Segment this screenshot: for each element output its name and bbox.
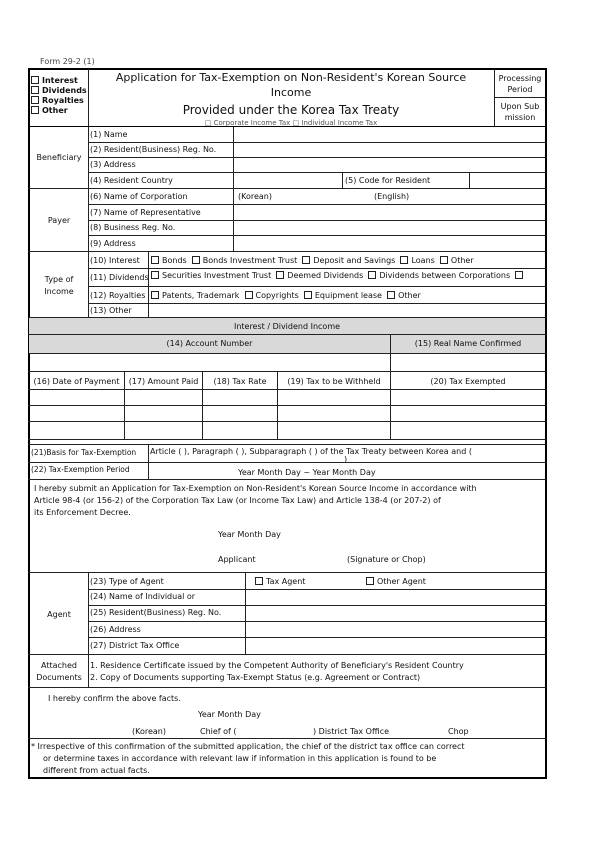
tax-type-overlap: □ Corporate Income Tax □ Individual Income Tax (204, 119, 378, 126)
business-reg-label: (8) Business Reg. No. (90, 223, 176, 232)
dividends-options (151, 271, 545, 281)
royalties-options (151, 291, 421, 301)
basis-close-paren: ) (344, 455, 348, 462)
resident-country-label: (4) Resident Country (90, 176, 173, 185)
footnote-line3: different from actual facts. (43, 766, 150, 775)
name-label: (1) Name (90, 130, 128, 139)
income-section-heading: Interest / Dividend Income (233, 322, 341, 331)
applicant-label: Applicant (218, 555, 256, 564)
declaration-line2: Article 98-4 (or 156-2) of the Corporation Tax Law (or Income Tax Law) and Article 138-4 (or 207-2) of (34, 496, 441, 505)
agent-name-label: (24) Name of Individual or (90, 592, 196, 601)
chop-label: Chop (448, 727, 469, 736)
option-loans[interactable]: Loans (400, 256, 434, 265)
corporation-name-label: (6) Name of Corporation (90, 192, 188, 201)
agent-label: Agent (47, 610, 71, 619)
checkbox-royalties[interactable] (31, 96, 87, 106)
korean-label: (Korean) (238, 192, 272, 201)
payer-address-label: (9) Address (90, 239, 136, 248)
confirm-text: I hereby confirm the above facts. (48, 694, 181, 703)
tax-exempted-header: (20) Tax Exempted (430, 377, 506, 386)
declaration-date: Year Month Day (218, 530, 281, 539)
tax-withheld-header: (19) Tax to be Withheld (287, 377, 381, 386)
option-bonds-investment-trust[interactable]: Bonds Investment Trust (192, 256, 297, 265)
address-label: (3) Address (90, 160, 136, 169)
option-deemed-dividends[interactable]: Deemed Dividends (276, 271, 363, 280)
option-copyrights[interactable]: Copyrights (245, 291, 299, 300)
district-tax-office-label: (27) District Tax Office (90, 641, 180, 650)
royalties-label: (12) Royalties (90, 291, 146, 300)
dividends-label: (11) Dividends (90, 273, 149, 282)
option-securities-investment-trust[interactable]: Securities Investment Trust (151, 271, 271, 280)
korean-label-confirm: (Korean) (132, 727, 166, 736)
representative-label: (7) Name of Representative (90, 208, 201, 217)
tax-rate-header: (18) Tax Rate (213, 377, 267, 386)
type-of-income-label: Type of (44, 275, 74, 284)
chief-of-label: Chief of ( (200, 727, 237, 736)
income-type-label: Interest (42, 76, 78, 85)
processing-period: Processing Period (498, 74, 542, 94)
income-type-label: Other (42, 106, 68, 115)
option-dividends-between-corporations[interactable]: Dividends between Corporations (368, 271, 510, 280)
agent-reg-no-label: (25) Resident(Business) Reg. No. (90, 608, 222, 617)
resident-reg-no-label: (2) Resident(Business) Reg. No. (90, 145, 217, 154)
interest-options (151, 256, 474, 266)
type-of-agent-label: (23) Type of Agent (90, 577, 164, 586)
declaration-line1: I hereby submit an Application for Tax-Exemption on Non-Resident's Korean Source Income in accordance with (34, 484, 477, 493)
option-bonds[interactable]: Bonds (151, 256, 187, 265)
option-patents-trademark[interactable]: Patents, Trademark (151, 291, 239, 300)
exemption-period-label: (22) Tax-Exemption Period (31, 465, 130, 474)
form-title-line1: Application for Tax-Exemption on Non-Resident's Korean Source (115, 71, 467, 84)
form-number: Form 29-2 (1) (40, 57, 95, 66)
beneficiary-name-field[interactable] (234, 143, 545, 157)
basis-for-exemption-label: (21)Basis for Tax-Exemption (31, 448, 137, 457)
english-label: (English) (374, 192, 410, 201)
type-of-income-label-2: Income (44, 287, 74, 296)
income-type-list (31, 76, 87, 116)
district-office-label: ) District Tax Office (313, 727, 390, 736)
basis-article-text: Article ( ), Paragraph ( ), Subparagraph ( ) of the Tax Treaty between Korea and ( (150, 447, 472, 456)
option-other-interest[interactable]: Other (440, 256, 474, 265)
income-type-label: Royalties (42, 96, 84, 105)
option-other-royalties[interactable]: Other (387, 291, 421, 300)
attached-documents-label-2: Documents (36, 673, 82, 682)
amount-paid-header: (17) Amount Paid (128, 377, 199, 386)
account-number-field[interactable] (30, 354, 389, 371)
resident-code-label: (5) Code for Resident (345, 176, 431, 185)
option-tax-agent[interactable]: Tax Agent (255, 577, 305, 587)
option-equipment-lease[interactable]: Equipment lease (304, 291, 382, 300)
attached-item-1: 1. Residence Certificate issued by the Competent Authority of Beneficiary's Resident Country (90, 661, 464, 670)
confirm-date: Year Month Day (198, 710, 261, 719)
attached-item-2: 2. Copy of Documents supporting Tax-Exempt Status (e.g. Agreement or Contract) (90, 673, 421, 682)
footnote-line1: * Irrespective of this confirmation of the submitted application, the chief of the district tax office can correct (31, 742, 465, 751)
option-deposit-savings[interactable]: Deposit and Savings (302, 256, 395, 265)
beneficiary-label: Beneficiary (36, 153, 82, 162)
upon-submission: Upon Sub mission (500, 102, 540, 122)
checkbox-dividends[interactable] (31, 86, 87, 96)
payer-label: Payer (47, 216, 71, 225)
date-of-payment-header: (16) Date of Payment (33, 377, 120, 386)
agent-address-label: (26) Address (90, 625, 141, 634)
exemption-period-dates: Year Month Day ~ Year Month Day (238, 468, 376, 477)
income-type-label: Dividends (42, 86, 87, 95)
form-title-line3: Provided under the Korea Tax Treaty (182, 103, 400, 117)
footnote-line2: or determine taxes in accordance with relevant law if information in this application is found to be (43, 754, 437, 763)
checkbox-interest[interactable] (31, 76, 87, 86)
signature-label: (Signature or Chop) (347, 555, 426, 564)
other-income-label: (13) Other (90, 306, 132, 315)
real-name-confirmed-header: (15) Real Name Confirmed (414, 339, 522, 348)
declaration-line3: its Enforcement Decree. (34, 508, 131, 517)
option-other-agent[interactable]: Other Agent (366, 577, 426, 587)
checkbox-other[interactable] (31, 106, 87, 116)
account-number-header: (14) Account Number (166, 339, 253, 348)
option-other-dividends[interactable] (515, 271, 526, 280)
attached-documents-label: Attached (41, 661, 77, 670)
interest-label: (10) Interest (90, 256, 140, 265)
form-title-line2: Income (270, 86, 312, 99)
